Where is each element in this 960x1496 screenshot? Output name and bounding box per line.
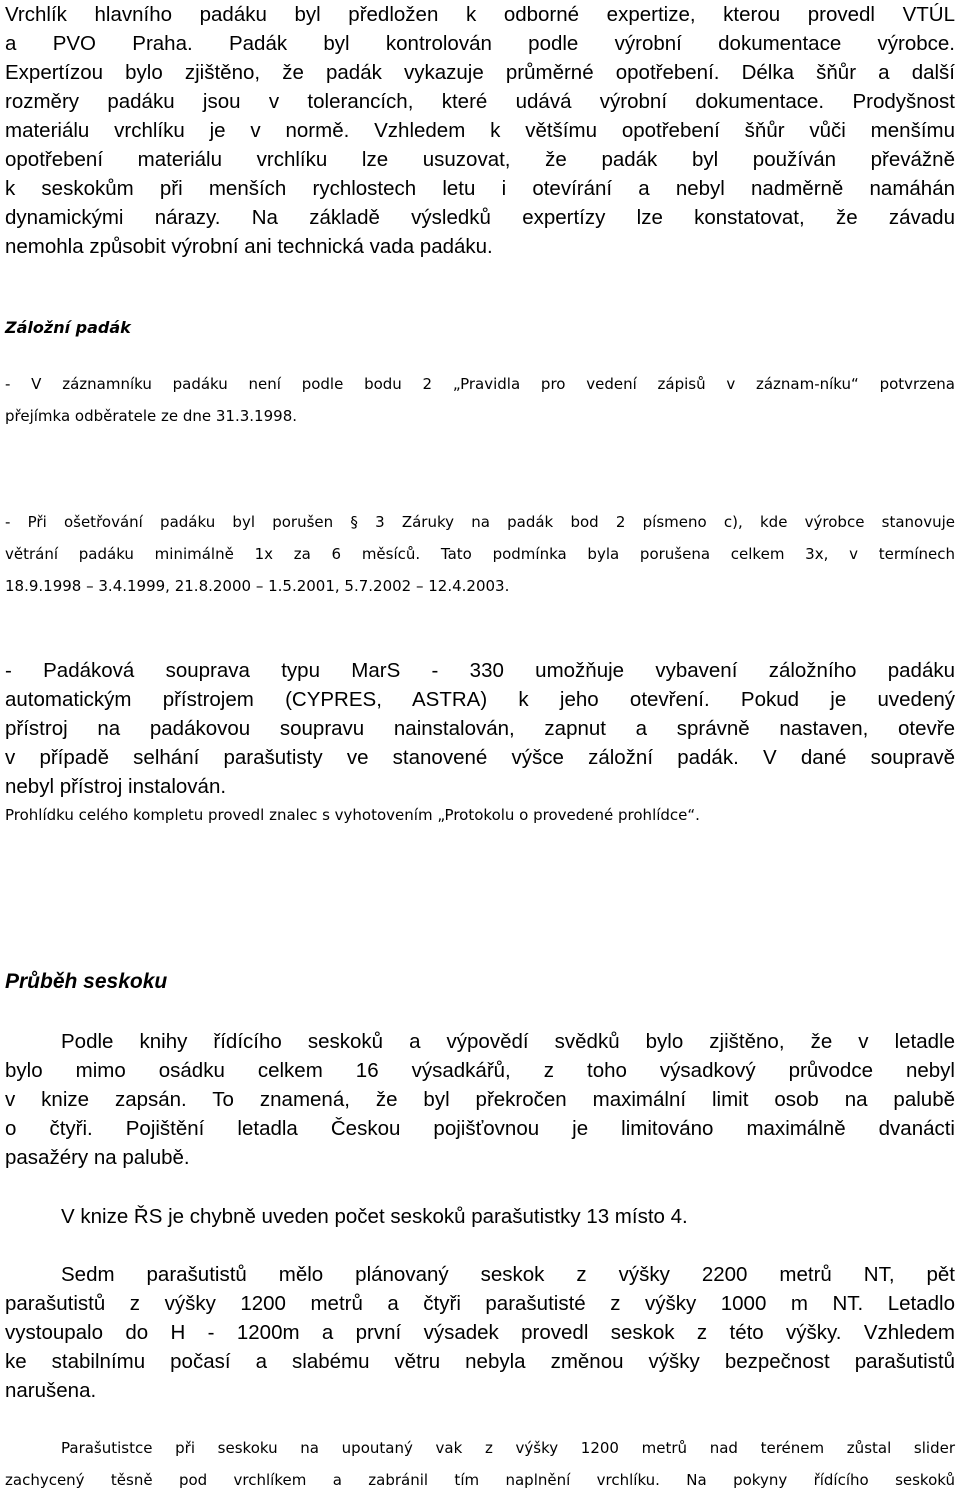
- text-line: vystoupalo do H - 1200m a první výsadek provedl seskok z této výšky. Vzhledem: [5, 1321, 955, 1344]
- text-line: ke stabilnímu počasí a slabému větru nebyla změnou výšky bezpečnost parašutistů: [5, 1350, 955, 1373]
- reserve-item-2: [5, 506, 955, 602]
- expertise-paragraph: [5, 0, 955, 261]
- text-line: o čtyři. Pojištění letadla Českou pojišťovnou je limitováno maximálně dvanácti: [5, 1117, 955, 1140]
- jump-paragraph-3: [5, 1260, 955, 1405]
- text-line: automatickým přístrojem (CYPRES, ASTRA) k jeho otevření. Pokud je uvedený: [5, 688, 955, 711]
- text-line: a PVO Praha. Padák byl kontrolován podle výrobní dokumentace výrobce.: [5, 32, 955, 55]
- jump-paragraph-2: V knize ŘS je chybně uveden počet seskoků parašutistky 13 místo 4.: [61, 1205, 688, 1228]
- text-line: nemohla způsobit výrobní ani technická vada padáku.: [5, 235, 493, 258]
- text-line: k seskokům při menších rychlostech letu i otevírání a nebyl nadměrně namáhán: [5, 177, 955, 200]
- text-line: Vrchlík hlavního padáku byl předložen k odborné expertize, kterou provedl VTÚL: [5, 3, 955, 26]
- jump-paragraph-1: [5, 1027, 955, 1172]
- text-line: nebyl přístroj instalován.: [5, 775, 227, 798]
- text-line: 18.9.1998 – 3.4.1999, 21.8.2000 – 1.5.2001, 5.7.2002 – 12.4.2003.: [5, 577, 510, 595]
- text-line: Parašutistce při seskoku na upoutaný vak z výšky 1200 metrů nad terénem zůstal slider: [61, 1439, 955, 1457]
- text-line: dynamickými nárazy. Na základě výsledků expertízy lze konstatovat, že závadu: [5, 206, 955, 229]
- text-line: přejímka odběratele ze dne 31.3.1998.: [5, 407, 298, 425]
- text-line: opotřebení materiálu vrchlíku lze usuzovat, že padák byl používán převážně: [5, 148, 955, 171]
- text-line: Expertízou bylo zjištěno, že padák vykazuje průměrné opotřebení. Délka šňůr a další: [5, 61, 955, 84]
- text-line: bylo mimo osádku celkem 16 výsadkářů, z toho výsadkový průvodce nebyl: [5, 1059, 955, 1082]
- text-line: - Při ošetřování padáku byl porušen § 3 Záruky na padák bod 2 písmeno c), kde výrobce stanovuje: [5, 513, 955, 531]
- text-line: parašutistů z výšky 1200 metrů a čtyři parašutisté z výšky 1000 m NT. Letadlo: [5, 1292, 955, 1315]
- text-line: narušena.: [5, 1379, 97, 1402]
- reserve-heading: Záložní padák: [5, 318, 131, 337]
- text-line: rozměry padáku jsou v tolerancích, které udává výrobní dokumentace. Prodyšnost: [5, 90, 955, 113]
- text-line: zachycený těsně pod vrchlíkem a zabránil tím naplnění vrchlíku. Na pokyny řídícího seskoků: [5, 1471, 955, 1489]
- jump-paragraph-4: [5, 1432, 955, 1496]
- text-line: Sedm parašutistů mělo plánovaný seskok z výšky 2200 metrů NT, pět: [61, 1263, 955, 1286]
- text-line: Podle knihy řídícího seskoků a výpovědí svědků bylo zjištěno, že v letadle: [61, 1030, 955, 1053]
- text-line: - Padáková souprava typu MarS - 330 umožňuje vybavení záložního padáku: [5, 659, 955, 682]
- text-line: v případě selhání parašutisty ve stanovené výšce záložní padák. V dané soupravě: [5, 746, 955, 769]
- jump-heading: Průběh seskoku: [5, 970, 168, 993]
- text-line: pasažéry na palubě.: [5, 1146, 190, 1169]
- text-line: v knize zapsán. To znamená, že byl překročen maximální limit osob na palubě: [5, 1088, 955, 1111]
- inspection-line: Prohlídku celého kompletu provedl znalec s vyhotovením „Protokolu o provedené prohlídce“.: [5, 806, 700, 824]
- mars-paragraph: [5, 656, 955, 801]
- text-line: přístroj na padákovou soupravu nainstalován, zapnut a správně nastaven, otevře: [5, 717, 955, 740]
- reserve-item-1: [5, 368, 955, 432]
- text-line: větrání padáku minimálně 1x za 6 měsíců. Tato podmínka byla porušena celkem 3x, v termínech: [5, 545, 955, 563]
- text-line: - V záznamníku padáku není podle bodu 2 „Pravidla pro vedení zápisů v záznam-níku“ potvrzena: [5, 375, 955, 393]
- text-line: materiálu vrchlíku je v normě. Vzhledem k většímu opotřebení šňůr vůči menšímu: [5, 119, 955, 142]
